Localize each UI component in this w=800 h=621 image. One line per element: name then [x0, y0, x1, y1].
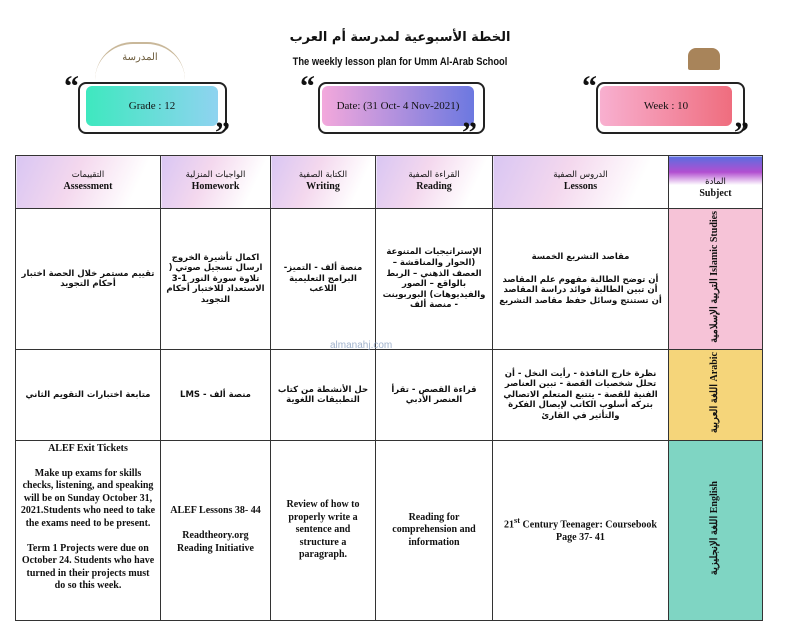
table-row — [16, 209, 763, 350]
school-logo: المدرسة — [95, 42, 185, 80]
header-writing: الكتابة الصفية Writing — [271, 156, 376, 209]
cell-subject: اللغة الإنجليزية English — [669, 440, 763, 620]
header-lessons: الدروس الصفية Lessons — [493, 156, 669, 209]
lesson-plan-table — [15, 155, 763, 621]
cell-assessment: متابعة اختبارات التقويم الثاني — [16, 350, 161, 441]
cell-writing: Review of how to properly write a sentence and structure a paragraph. — [271, 440, 376, 620]
cell-writing: حل الأنشطة من كتاب التطبيقات اللغوية — [271, 350, 376, 441]
header-reading: القراءة الصفية Reading — [376, 156, 493, 209]
title-arabic: الخطة الأسبوعية لمدرسة أم العرب — [289, 30, 511, 45]
header-subject: المادة Subject — [669, 156, 763, 209]
header-assessment: التقييمات Assessment — [16, 156, 161, 209]
quote-open-icon: “ — [582, 70, 597, 103]
grade-badge: Grade : 12 — [86, 86, 218, 126]
cell-reading: الإستراتيجيات المتنوعة (الحوار والمناقشة – العصف الذهني – الربط بالواقع – الصور والفيديوهات) البوربوينت - منصة ألف — [376, 209, 493, 350]
cell-reading: قراءة القصص - تقرأ العنصر الأدبي — [376, 350, 493, 441]
week-badge: Week : 10 — [600, 86, 732, 126]
cell-homework: اكمال تأشيرة الخروج ارسال تسجيل صوتي ( تلاوة سورة النور 1-3 الاستعداد للاختبار أحكام التجويد — [161, 209, 271, 350]
cell-assessment: تقييم مستمر خلال الحصة اختبار أحكام التجويد — [16, 209, 161, 350]
cell-lessons: 21st Century Teenager: Coursebook Page 37- 41 — [493, 440, 669, 620]
quote-close-icon: ” — [215, 116, 230, 149]
cell-subject: التربية الإسلامية Islamic Studies — [669, 209, 763, 350]
cell-homework: ALEF Lessons 38- 44 Readtheory.org Reading Initiative — [161, 440, 271, 620]
cell-assessment: ALEF Exit Tickets Make up exams for skills checks, listening, and speaking will be on Sunday October 31, 2021.Students who need to take the exams need to be present. Term 1 Projects were due on October 24. Students who have turned in their projects must do so this week. — [16, 440, 161, 620]
cell-homework: منصة ألف - LMS — [161, 350, 271, 441]
watermark: almanahj.com — [330, 340, 393, 351]
quote-open-icon: “ — [300, 70, 315, 103]
quote-close-icon: ” — [734, 116, 749, 149]
cell-writing: منصة ألف - التميز- البرامج التعليمية اللاعب — [271, 209, 376, 350]
quote-close-icon: ” — [462, 116, 477, 149]
cell-lessons: مقاصد التشريع الخمسة أن توضح الطالبة مفهوم علم المقاصد أن تبين الطالبة فوائد دراسة المقاصد أن تستنتج وسائل حفظ مقاصد التشريع — [493, 209, 669, 350]
date-badge: Date: (31 Oct- 4 Nov-2021) — [322, 86, 474, 126]
cell-subject: اللغة العربية Arabic — [669, 350, 763, 441]
emblem-icon — [688, 48, 720, 70]
header-homework: الواجبات المنزلية Homework — [161, 156, 271, 209]
table-row — [16, 350, 763, 441]
cell-reading: Reading for comprehension and information — [376, 440, 493, 620]
table-row — [16, 440, 763, 620]
quote-open-icon: “ — [64, 70, 79, 103]
cell-lessons: نظرة خارج النافذة - رأيت النخل - أن تحلل شخصيات القصة - تبين العناصر الفنية للقصة - يتتبع المتعلم الاتصالي بتركه أسلوب الكاتب لإيصال الفكرة والتأثير في القارئ — [493, 350, 669, 441]
title-english: The weekly lesson plan for Umm Al-Arab School — [292, 56, 508, 68]
table-header-row — [16, 156, 763, 209]
